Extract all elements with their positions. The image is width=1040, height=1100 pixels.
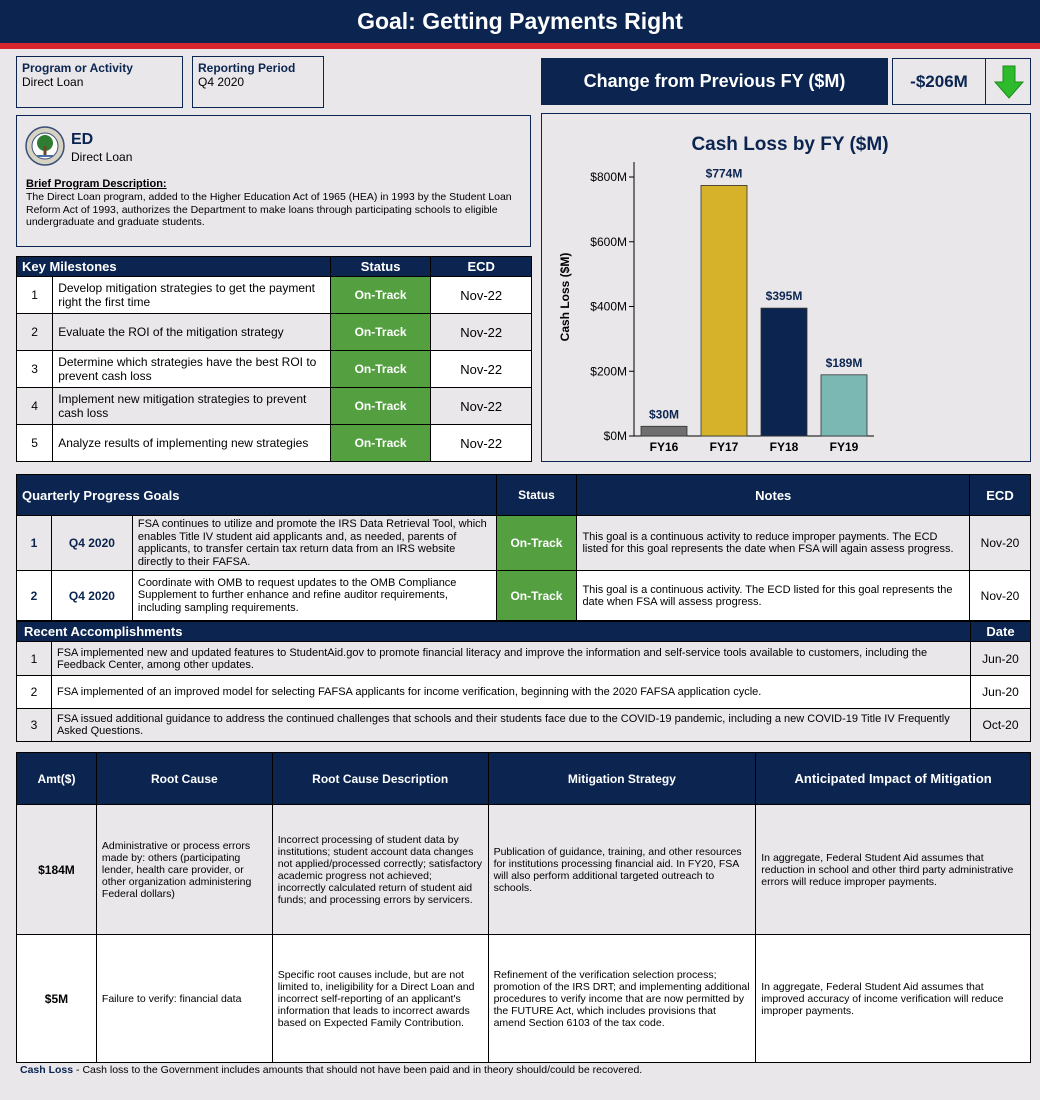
table-row [17, 388, 532, 425]
quarter-label: Q4 2020 [51, 516, 132, 571]
chart-ylabel: Cash Loss ($M) [558, 252, 572, 342]
y-tick-label: $800M [590, 170, 627, 184]
row-number: 1 [17, 277, 53, 314]
milestones-ecd-header: ECD [431, 257, 532, 277]
anticipated-impact: In aggregate, Federal Student Aid assumes that improved accuracy of income verification will reduce improper payments. [756, 935, 1031, 1063]
quarterly-header: Quarterly Progress Goals [17, 475, 497, 516]
cause-header: Root Cause [96, 753, 272, 805]
program-label: Program or Activity [22, 61, 133, 75]
ecd-value: Nov-22 [431, 425, 532, 462]
period-label: Reporting Period [198, 61, 296, 75]
bar-fy18 [761, 308, 807, 436]
status-badge: On-Track [330, 388, 431, 425]
row-number: 3 [17, 709, 52, 742]
date-value: Jun-20 [971, 676, 1031, 709]
cash-loss-chart [542, 114, 1030, 461]
row-number: 4 [17, 388, 53, 425]
table-row [17, 516, 1031, 571]
bar-value-label: $395M [765, 289, 803, 304]
ecd-value: Nov-22 [431, 277, 532, 314]
milestones-table [16, 256, 532, 462]
date-value: Jun-20 [971, 642, 1031, 676]
quarterly-ecd-header: ECD [970, 475, 1031, 516]
accomplishment-text: FSA implemented new and updated features to StudentAid.gov to promote financial literacy and improve the information and self-service tools available to customers, including the Feedback Center, among other updates. [51, 642, 970, 676]
anticipated-impact: In aggregate, Federal Student Aid assumes that reduction in school and other third party administrative errors will reduce improper payments. [756, 805, 1031, 935]
table-row [17, 277, 532, 314]
program-description: The Direct Loan program, added to the Higher Education Act of 1965 (HEA) in 1993 by the Student Loan Reform Act of 1993, authorizes the Department to make loans through participating schools to eligible undergraduate and graduate students. [26, 191, 512, 228]
row-number: 1 [17, 516, 52, 571]
program-box [16, 56, 183, 108]
footnote-text: - Cash loss to the Government includes amounts that should not have been paid and in theory should/could be recovered. [73, 1064, 643, 1076]
row-number: 1 [17, 642, 52, 676]
table-row [17, 935, 1031, 1063]
program-value: Direct Loan [22, 75, 84, 89]
amt-header: Amt($) [17, 753, 97, 805]
bar-fy16 [641, 426, 687, 436]
root-cause-description: Specific root causes include, but are not limited to, ineligibility for a Direct Loan and incorrect self-reporting of an applicant's information that leads to incorrect awards based on Expected Family Contribution. [272, 935, 488, 1063]
row-number: 3 [17, 351, 53, 388]
table-row [17, 642, 1031, 676]
y-tick-label: $400M [590, 299, 627, 314]
down-arrow-icon [993, 64, 1025, 100]
impact-header: Anticipated Impact of Mitigation [756, 753, 1031, 805]
agency-program: Direct Loan [71, 150, 133, 164]
table-row [17, 676, 1031, 709]
status-badge: On-Track [330, 351, 431, 388]
quarter-label: Q4 2020 [51, 571, 132, 621]
footnote-term: Cash Loss [20, 1064, 74, 1076]
ecd-value: Nov-22 [431, 388, 532, 425]
goal-notes: This goal is a continuous activity to reduce improper payments. The ECD listed for this goal represents the date when FSA will again assess progress. [577, 516, 970, 571]
change-label: Change from Previous FY ($M) [541, 58, 888, 105]
bar-fy19 [821, 375, 867, 436]
quarterly-table [16, 474, 1031, 621]
desc-label: Brief Program Description: [26, 178, 167, 190]
row-number: 2 [17, 314, 53, 351]
period-box [192, 56, 324, 108]
mitigation-strategy: Publication of guidance, training, and other resources for institutions processing financial aid. In FY20, FSA will also perform additional targeted outreach to schools. [488, 805, 756, 935]
bar-value-label: $189M [825, 355, 863, 370]
x-tick-label: FY17 [709, 440, 739, 454]
ecd-value: Nov-20 [970, 516, 1031, 571]
milestone-text: Evaluate the ROI of the mitigation strategy [53, 314, 331, 351]
footnote [20, 1064, 642, 1076]
root-cause: Administrative or process errors made by: others (participating lender, health care provider, or other organization administering Federal dollars) [96, 805, 272, 935]
chart-container [541, 113, 1031, 462]
y-tick-label: $600M [590, 234, 627, 249]
ed-seal-icon [25, 126, 65, 166]
accomplishments-date-header: Date [971, 622, 1031, 642]
table-row [17, 805, 1031, 935]
ecd-value: Nov-22 [431, 351, 532, 388]
accomplishments-table [16, 621, 1031, 742]
ecd-value: Nov-20 [970, 571, 1031, 621]
goal-text: Coordinate with OMB to request updates to the OMB Compliance Supplement to further enhance and refine auditor requirements, including sampling requirements. [132, 571, 496, 621]
bar-value-label: $774M [705, 166, 743, 181]
milestone-text: Develop mitigation strategies to get the payment right the first time [53, 277, 331, 314]
agency-abbr: ED [71, 131, 94, 148]
status-badge: On-Track [330, 314, 431, 351]
quarterly-status-header: Status [496, 475, 577, 516]
milestone-text: Implement new mitigation strategies to prevent cash loss [53, 388, 331, 425]
desc-header: Root Cause Description [272, 753, 488, 805]
x-tick-label: FY18 [769, 440, 799, 454]
status-badge: On-Track [330, 425, 431, 462]
table-row [17, 351, 532, 388]
milestones-status-header: Status [330, 257, 431, 277]
table-row [17, 709, 1031, 742]
accomplishments-header: Recent Accomplishments [17, 622, 971, 642]
period-value: Q4 2020 [198, 75, 245, 89]
table-row [17, 571, 1031, 621]
page-title: Goal: Getting Payments Right [0, 0, 1040, 49]
amount-value: $5M [17, 935, 97, 1063]
change-value: -$206M [910, 72, 968, 91]
row-number: 2 [17, 571, 52, 621]
bar-value-label: $30M [648, 407, 680, 422]
date-value: Oct-20 [971, 709, 1031, 742]
row-number: 5 [17, 425, 53, 462]
row-number: 2 [17, 676, 52, 709]
root-cause-description: Incorrect processing of student data by institutions; student account data changes not applied/processed correctly; satisfactory academic progress not achieved; incorrectly calculated return of student aid funds; and processing errors by servicers. [272, 805, 488, 935]
table-row [17, 314, 532, 351]
rootcause-table [16, 752, 1031, 1063]
x-tick-label: FY19 [829, 440, 859, 454]
status-badge: On-Track [330, 277, 431, 314]
goal-notes: This goal is a continuous activity. The ECD listed for this goal represents the date when FSA will assess progress. [577, 571, 970, 621]
root-cause: Failure to verify: financial data [96, 935, 272, 1063]
quarterly-notes-header: Notes [577, 475, 970, 516]
bar-fy17 [701, 185, 747, 436]
milestones-header: Key Milestones [17, 257, 331, 277]
y-tick-label: $0M [603, 429, 627, 443]
amount-value: $184M [17, 805, 97, 935]
status-badge: On-Track [496, 571, 577, 621]
goal-text: FSA continues to utilize and promote the IRS Data Retrieval Tool, which enables Title IV student aid applicants and, as needed, parents of applicants, to transfer certain tax return data from an IRS website directly to their FAFSA. [132, 516, 496, 571]
agency-box [16, 115, 531, 247]
milestone-text: Determine which strategies have the best ROI to prevent cash loss [53, 351, 331, 388]
milestone-text: Analyze results of implementing new strategies [53, 425, 331, 462]
table-row [17, 425, 532, 462]
x-tick-label: FY16 [649, 440, 679, 454]
accomplishment-text: FSA implemented of an improved model for selecting FAFSA applicants for income verification, beginning with the 2020 FAFSA application cycle. [51, 676, 970, 709]
mitigation-strategy: Refinement of the verification selection process; promotion of the IRS DRT; and implementing additional procedures to verify income that are now permitted by the FUTURE Act, which includes provisions that amend Section 6103 of the tax code. [488, 935, 756, 1063]
change-value-box [892, 58, 1031, 105]
ecd-value: Nov-22 [431, 314, 532, 351]
chart-title: Cash Loss by FY ($M) [691, 134, 889, 155]
status-badge: On-Track [496, 516, 577, 571]
y-tick-label: $200M [590, 364, 627, 379]
accomplishment-text: FSA issued additional guidance to address the continued challenges that schools and their students face due to the COVID-19 pandemic, including a new COVID-19 Title IV Frequently Asked Questions. [51, 709, 970, 742]
mitigation-header: Mitigation Strategy [488, 753, 756, 805]
